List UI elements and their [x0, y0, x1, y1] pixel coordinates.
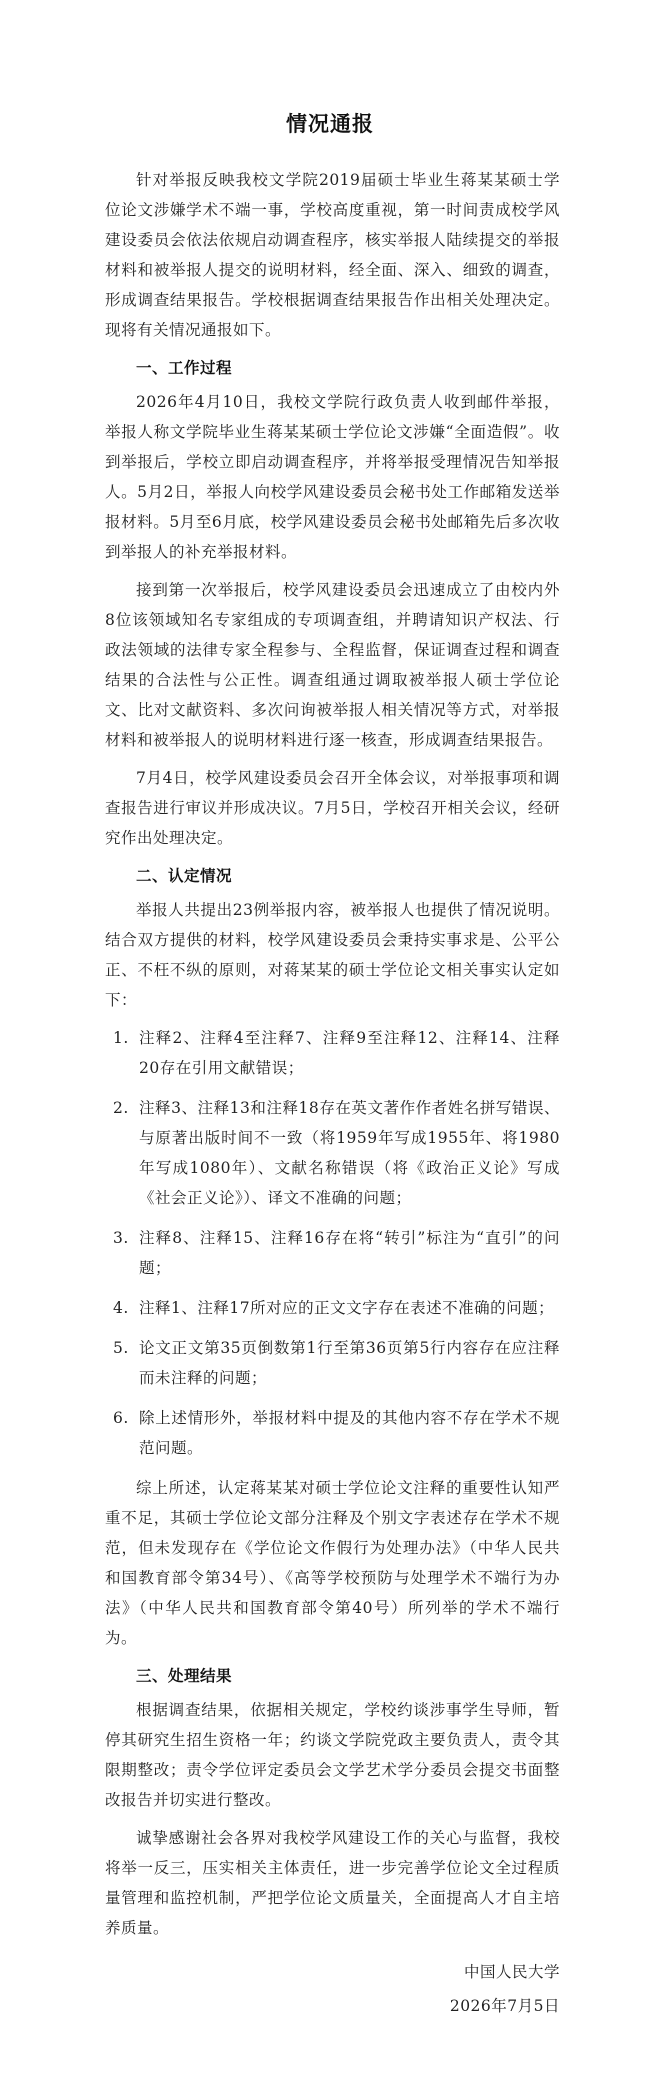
- list-item-text: 注释2、注释4至注释7、注释9至注释12、注释14、注释20存在引用文献错误；: [139, 1029, 560, 1077]
- list-item-number: 2.: [113, 1099, 129, 1117]
- list-item-number: 5.: [113, 1339, 129, 1357]
- document-title: 情况通报: [286, 111, 374, 136]
- list-item-number: 1.: [113, 1029, 129, 1047]
- document-body: [105, 165, 560, 1951]
- list-item-number: 4.: [113, 1299, 129, 1317]
- findings-conclusion-paragraph: 综上所述，认定蒋某某对硕士学位论文注释的重要性认知严重不足，其硕士学位论文部分注释及个别文字表述存在学术不规范，但未发现存在《学位论文作假行为处理办法》（中华人民共和国教育部令第34号）、《高等学校预防与处理学术不端行为办法》（中华人民共和国教育部令第40号）所列举的学术不端行为。: [105, 1479, 560, 1647]
- list-item-text: 注释8、注释15、注释16存在将“转引”标注为“直引”的问题；: [139, 1229, 560, 1277]
- list-item-number: 3.: [113, 1229, 129, 1247]
- list-item: [105, 1093, 560, 1213]
- list-item-text: 除上述情形外，举报材料中提及的其他内容不存在学术不规范问题。: [139, 1409, 560, 1457]
- list-item: [105, 1023, 560, 1083]
- list-item: [105, 1293, 560, 1323]
- intro-paragraph: 针对举报反映我校文学院2019届硕士毕业生蒋某某硕士学位论文涉嫌学术不端一事，学校高度重视，第一时间责成校学风建设委员会依法依规启动调查程序，核实举报人陆续提交的举报材料和被举报人提交的说明材料，经全面、深入、细致的调查，形成调查结果报告。学校根据调查结果报告作出相关处理决定。现将有关情况通报如下。: [105, 171, 560, 339]
- work-process-paragraph-1: 2026年4月10日，我校文学院行政负责人收到邮件举报，举报人称文学院毕业生蒋某某硕士学位论文涉嫌“全面造假”。收到举报后，学校立即启动调查程序，并将举报受理情况告知举报人。5月2日，举报人向校学风建设委员会秘书处工作邮箱发送举报材料。5月至6月底，校学风建设委员会秘书处邮箱先后多次收到举报人的补充举报材料。: [105, 393, 560, 561]
- section-heading-findings: 二、认定情况: [136, 866, 233, 885]
- signature-organization: 中国人民大学: [463, 1963, 560, 1981]
- list-item: [105, 1223, 560, 1283]
- findings-list: [105, 1023, 560, 1463]
- list-item-number: 6.: [113, 1409, 129, 1427]
- list-item-text: 注释3、注释13和注释18存在英文著作作者姓名拼写错误、与原著出版时间不一致（将1959年写成1955年、将1980年写成1080年）、文献名称错误（将《政治正义论》写成《社会正义论》）、译文不准确的问题；: [139, 1099, 560, 1207]
- list-item-text: 注释1、注释17所对应的正文文字存在表述不准确的问题；: [139, 1299, 555, 1317]
- findings-intro-paragraph: 举报人共提出23例举报内容，被举报人也提供了情况说明。结合双方提供的材料，校学风建设委员会秉持实事求是、公平公正、不枉不纵的原则，对蒋某某的硕士学位论文相关事实认定如下：: [105, 901, 560, 1009]
- list-item: [105, 1403, 560, 1463]
- list-item: [105, 1333, 560, 1393]
- signature-date: 2026年7月5日: [449, 1997, 560, 2015]
- list-item-text: 论文正文第35页倒数第1行至第36页第5行内容存在应注释而未注释的问题；: [139, 1339, 560, 1387]
- work-process-paragraph-2: 接到第一次举报后，校学风建设委员会迅速成立了由校内外8位该领域知名专家组成的专项调查组，并聘请知识产权法、行政法领域的法律专家全程参与、全程监督，保证调查过程和调查结果的合法性与公正性。调查组通过调取被举报人硕士学位论文、比对文献资料、多次问询被举报人相关情况等方式，对举报材料和被举报人的说明材料进行逐一核查，形成调查结果报告。: [105, 581, 560, 749]
- results-paragraph-1: 根据调查结果，依据相关规定，学校约谈涉事学生导师，暂停其研究生招生资格一年；约谈文学院党政主要负责人，责令其限期整改；责令学位评定委员会文学艺术学分委员会提交书面整改报告并切实进行整改。: [105, 1701, 560, 1809]
- signature-block: [450, 1955, 560, 2023]
- section-heading-work-process: 一、工作过程: [136, 358, 233, 377]
- work-process-paragraph-3: 7月4日，校学风建设委员会召开全体会议，对举报事项和调查报告进行审议并形成决议。7月5日，学校召开相关会议，经研究作出处理决定。: [105, 769, 560, 847]
- results-paragraph-2: 诚挚感谢社会各界对我校学风建设工作的关心与监督，我校将举一反三，压实相关主体责任，进一步完善学位论文全过程质量管理和监控机制，严把学位论文质量关，全面提高人才自主培养质量。: [105, 1829, 560, 1937]
- section-heading-results: 三、处理结果: [136, 1666, 233, 1685]
